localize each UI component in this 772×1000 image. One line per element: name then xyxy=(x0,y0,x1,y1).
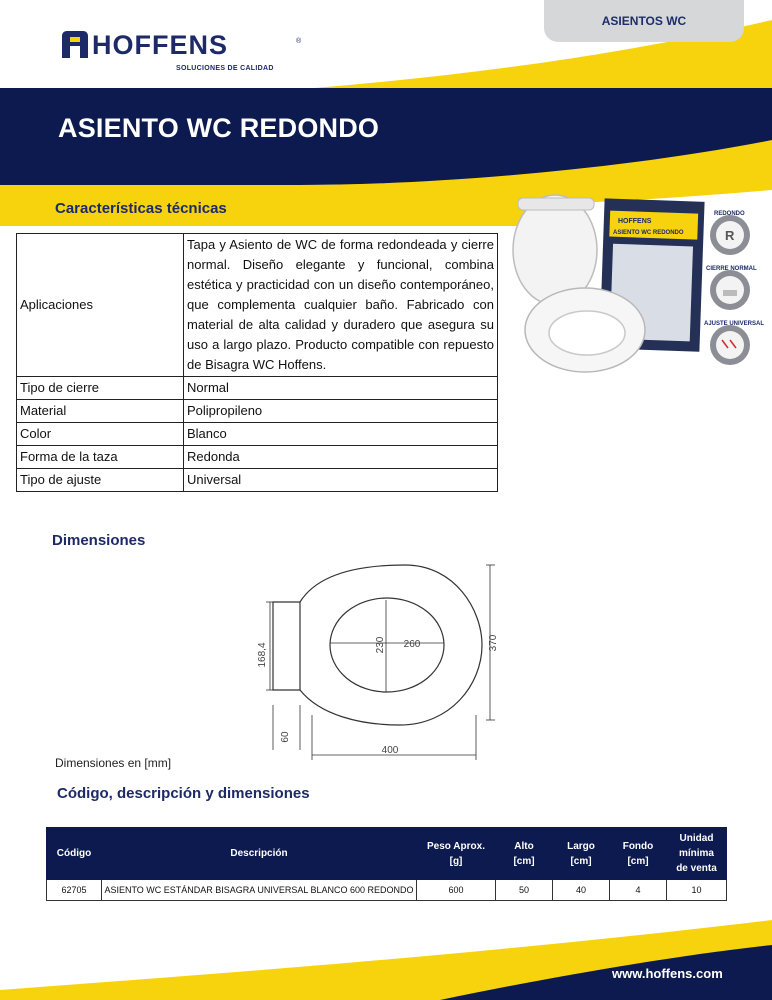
dim-label-inner-length: 260 xyxy=(403,639,421,650)
cell-code: 62705 xyxy=(47,880,102,901)
package-title: ASIENTO WC REDONDO xyxy=(613,230,684,236)
dimension-drawing xyxy=(250,555,510,770)
dim-label-base: 60 xyxy=(280,731,291,743)
badge-round-letter: R xyxy=(725,228,735,243)
codes-table xyxy=(46,827,727,901)
cell-depth: 4 xyxy=(610,880,667,901)
table-row xyxy=(17,234,498,377)
spec-label: Forma de la taza xyxy=(17,446,184,469)
cell-length: 40 xyxy=(553,880,610,901)
spec-value: Blanco xyxy=(184,423,498,446)
footer-website-link[interactable]: www.hoffens.com xyxy=(612,966,723,981)
spec-value: Polipropileno xyxy=(184,400,498,423)
brand-name: HOFFENS xyxy=(92,30,229,60)
codes-section-title: Código, descripción y dimensiones xyxy=(57,785,310,802)
table-header-row xyxy=(47,828,727,880)
spec-label: Tipo de cierre xyxy=(17,377,184,400)
table-row xyxy=(47,880,727,901)
dim-label-outer-length: 370 xyxy=(488,634,499,652)
hoffens-logo-mark-icon xyxy=(60,30,90,60)
category-tab xyxy=(544,0,744,42)
spec-value: Universal xyxy=(184,469,498,492)
col-header-description: Descripción xyxy=(102,828,417,880)
package-brand: HOFFENS xyxy=(618,218,652,225)
hoffens-logo xyxy=(60,30,300,82)
table-row xyxy=(17,400,498,423)
dimensions-section-title: Dimensiones xyxy=(52,532,146,549)
badge-close xyxy=(706,266,757,310)
spec-label: Aplicaciones xyxy=(17,234,184,377)
brand-tagline: SOLUCIONES DE CALIDAD xyxy=(176,65,274,72)
col-header-weight: Peso Aprox. [g] xyxy=(417,828,496,880)
badge-close-label: CIERRE NORMAL xyxy=(706,266,757,272)
brand-registered-mark: ® xyxy=(296,38,302,45)
table-row xyxy=(17,423,498,446)
seat-outer-outline xyxy=(300,565,482,725)
cell-weight: 600 xyxy=(417,880,496,901)
dim-label-hinge-height: 168,4 xyxy=(257,642,268,668)
badge-fit xyxy=(704,321,764,365)
cell-height: 50 xyxy=(496,880,553,901)
col-header-depth: Fondo [cm] xyxy=(610,828,667,880)
col-header-length: Largo [cm] xyxy=(553,828,610,880)
dimensions-note: Dimensiones en [mm] xyxy=(55,756,172,770)
spec-label: Tipo de ajuste xyxy=(17,469,184,492)
spec-value: Tapa y Asiento de WC de forma redondeada y cierre normal. Diseño elegante y funcional, combina estética y practicidad con un diseño contemporáneo, que complementa cualquier baño. Fabricado con material de alta calidad y duradero que asegura su uso a largo plazo. Producto compatible con repuesto de Bisagra WC Hoffens. xyxy=(184,234,498,377)
spec-label: Color xyxy=(17,423,184,446)
product-image xyxy=(500,190,770,390)
dim-label-outer-width: 400 xyxy=(381,745,399,756)
category-tab-label: ASIENTOS WC xyxy=(601,14,687,28)
seat-inner-opening xyxy=(330,598,444,692)
badge-round xyxy=(710,211,750,255)
table-row xyxy=(17,469,498,492)
badge-round-label: REDONDO xyxy=(714,211,745,217)
page-title: ASIENTO WC REDONDO xyxy=(58,113,380,143)
cell-description: ASIENTO WC ESTÁNDAR BISAGRA UNIVERSAL BLANCO 600 REDONDO xyxy=(102,880,417,901)
seat-hinge-outline xyxy=(273,602,300,690)
spec-value: Normal xyxy=(184,377,498,400)
spec-label: Material xyxy=(17,400,184,423)
dim-label-inner-width: 230 xyxy=(375,636,386,654)
col-header-unit: Unidad mínima de venta xyxy=(667,828,727,880)
col-header-code: Código xyxy=(47,828,102,880)
specs-section-title: Características técnicas xyxy=(55,200,227,217)
table-row xyxy=(17,446,498,469)
spec-value: Redonda xyxy=(184,446,498,469)
cell-unit: 10 xyxy=(667,880,727,901)
specs-table xyxy=(16,233,498,492)
table-row xyxy=(17,377,498,400)
badge-fit-label: AJUSTE UNIVERSAL xyxy=(704,321,765,327)
col-header-height: Alto [cm] xyxy=(496,828,553,880)
